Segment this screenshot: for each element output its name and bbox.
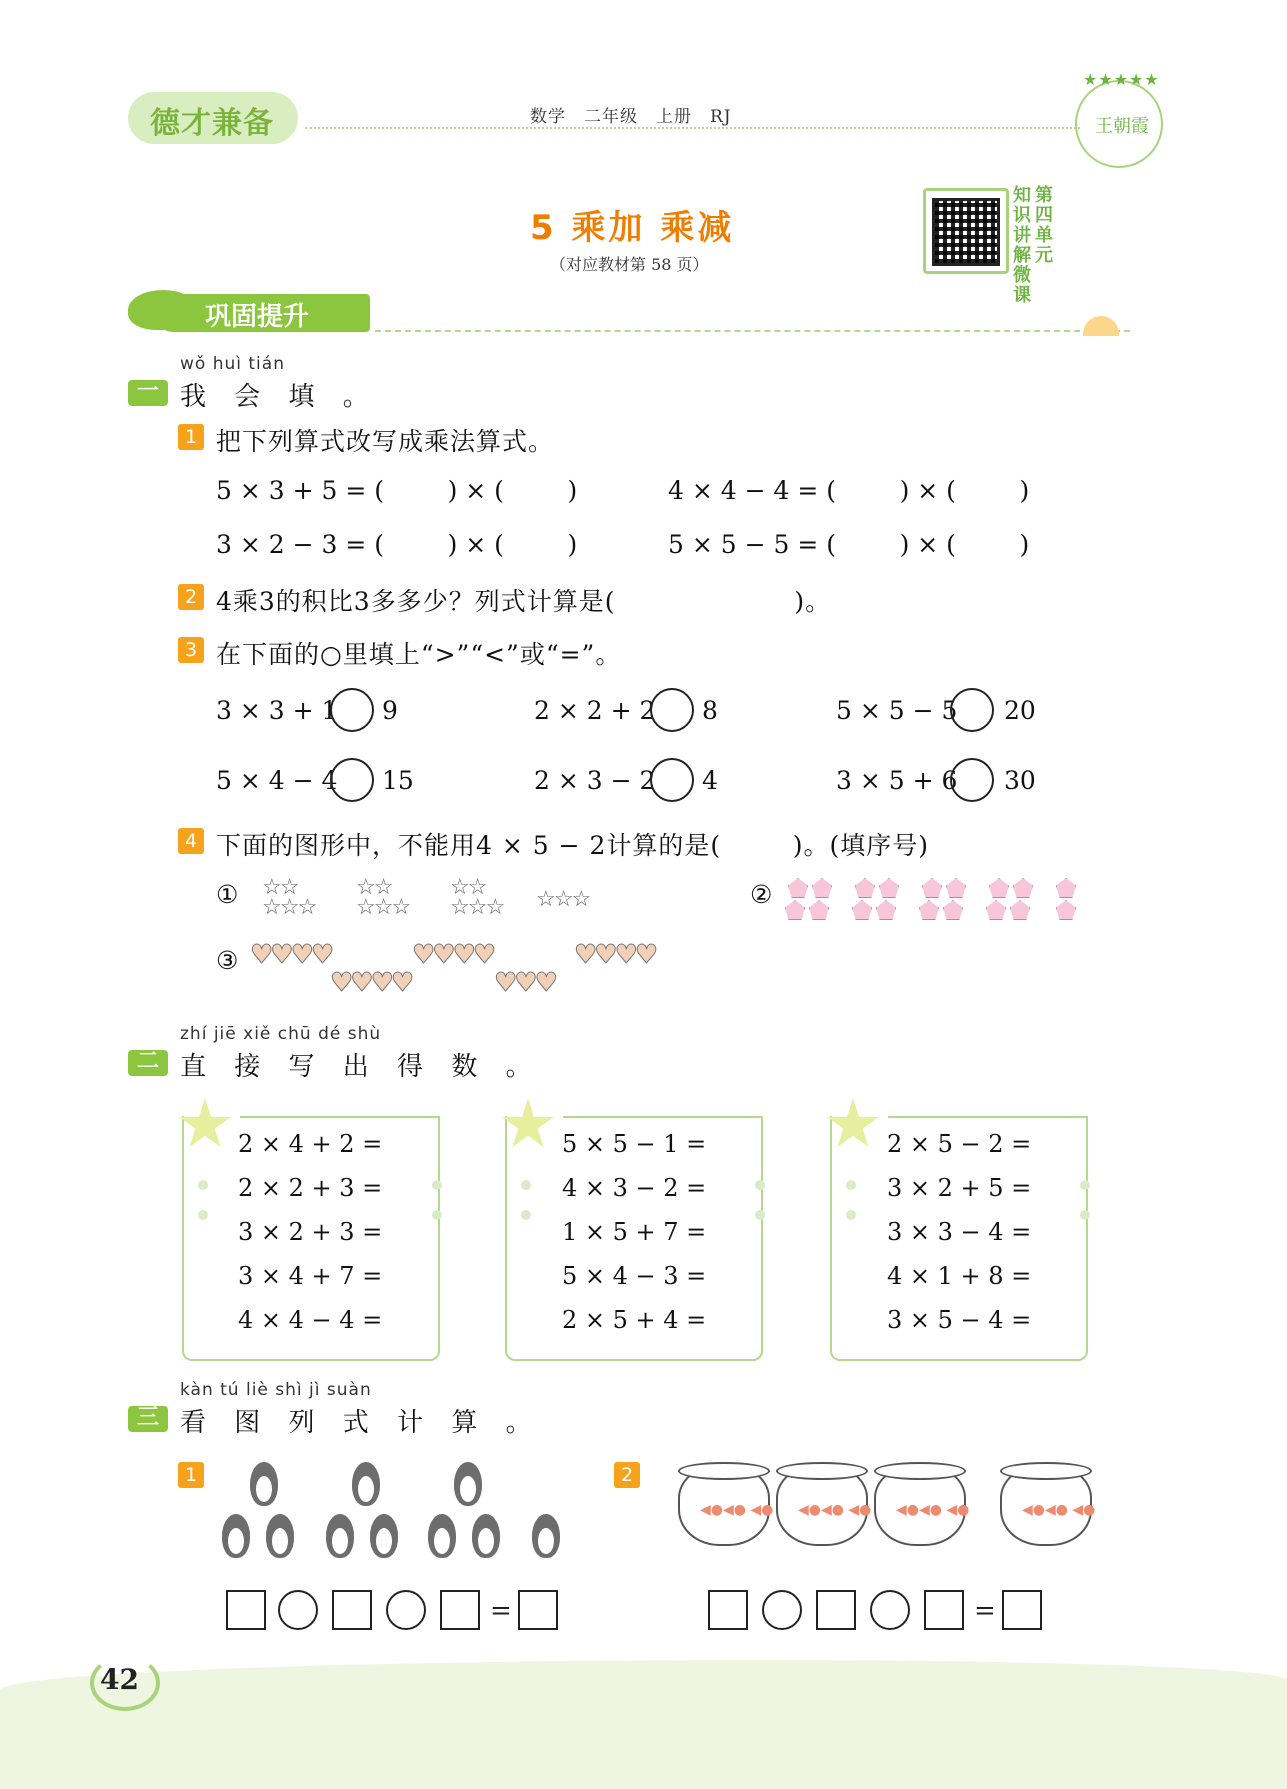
- fishbowl-rim: [1000, 1462, 1092, 1480]
- q1-item-4: 5 × 5 − 5 = ( ) × ( ): [668, 530, 1030, 559]
- calc-2-3: 1 × 5 + 7 =: [562, 1218, 707, 1246]
- section1-title: 我 会 填 。: [180, 382, 379, 412]
- penguin-icon: [222, 1514, 250, 1558]
- s3-q1-number: 1: [178, 1462, 204, 1488]
- penguin-icon: [472, 1514, 500, 1558]
- pentagon-icon: [785, 900, 805, 920]
- compare-circle[interactable]: [650, 688, 694, 732]
- calc-1-3: 3 × 2 + 3 =: [238, 1218, 383, 1246]
- bubble-icon: [521, 1210, 531, 1220]
- pentagon-icon: [922, 878, 942, 898]
- q3-left-2: 2 × 2 + 2: [534, 696, 656, 725]
- s3-q2-number: 2: [614, 1462, 640, 1488]
- pentagon-icon: [919, 900, 939, 920]
- bubble-icon: [432, 1210, 442, 1220]
- pentagon-icon: [989, 878, 1009, 898]
- star-group-icon: ☆☆ ☆☆☆: [450, 875, 504, 920]
- banner-label: 巩固提升: [205, 302, 310, 332]
- pentagon-icon: [852, 900, 872, 920]
- lesson-title: 5 乘加 乘减: [530, 208, 735, 248]
- qr-caption-2: 第四单元: [1035, 185, 1053, 266]
- fish-icon: ◀●◀● ◀●: [798, 1502, 872, 1518]
- calc-2-1: 5 × 5 − 1 =: [562, 1130, 707, 1158]
- bubble-icon: [1080, 1180, 1090, 1190]
- q2-text: 4乘3的积比3多多少？列式计算是( )。: [216, 587, 832, 616]
- equals-sign: =: [490, 1596, 512, 1626]
- compare-circle[interactable]: [330, 688, 374, 732]
- q1-item-3: 3 × 2 − 3 = ( ) × ( ): [216, 530, 578, 559]
- calc-box-topline: [240, 1116, 440, 1118]
- q4-number: 4: [178, 828, 204, 854]
- equals-sign: =: [974, 1596, 996, 1626]
- star-group-icon: ☆☆ ☆☆☆: [262, 875, 316, 920]
- fish-icon: ◀●◀● ◀●: [1022, 1502, 1096, 1518]
- q3-left-1: 3 × 3 + 1: [216, 696, 338, 725]
- calc-1-2: 2 × 2 + 3 =: [238, 1174, 383, 1202]
- qr-caption-1: 知识讲解微课: [1013, 185, 1031, 306]
- brand-text: 德才兼备: [150, 106, 274, 141]
- option-2-label: ②: [750, 880, 773, 909]
- heart-group-icon: ♥♥♥: [494, 968, 555, 998]
- q3-right-6: 30: [1004, 766, 1036, 795]
- answer-box[interactable]: [226, 1590, 266, 1630]
- fish-icon: ◀●◀● ◀●: [700, 1502, 774, 1518]
- pentagon-icon: [986, 900, 1006, 920]
- q3-left-6: 3 × 5 + 6: [836, 766, 958, 795]
- heart-group-icon: ♥♥♥♥: [250, 940, 332, 970]
- star-group-icon: ☆☆ ☆☆☆: [356, 875, 410, 920]
- compare-circle[interactable]: [650, 758, 694, 802]
- fishbowl-rim: [776, 1462, 868, 1480]
- q4-text: 下面的图形中，不能用4 × 5 − 2计算的是( )。(填序号): [216, 831, 929, 860]
- q3-right-2: 8: [702, 696, 718, 725]
- footer-wave: [0, 1660, 1287, 1789]
- section2-pinyin: zhí jiē xiě chū dé shù: [180, 1024, 382, 1044]
- answer-box[interactable]: [816, 1590, 856, 1630]
- section1-tag: 一: [128, 380, 168, 406]
- q3-right-3: 20: [1004, 696, 1036, 725]
- q1-item-2: 4 × 4 − 4 = ( ) × ( ): [668, 476, 1030, 505]
- bubble-icon: [198, 1180, 208, 1190]
- bubble-icon: [755, 1180, 765, 1190]
- option-3-label: ③: [216, 946, 239, 975]
- option-1-label: ①: [216, 880, 239, 909]
- q3-right-4: 15: [382, 766, 414, 795]
- penguin-icon: [370, 1514, 398, 1558]
- penguin-icon: [532, 1514, 560, 1558]
- penguin-icon: [250, 1462, 278, 1506]
- compare-circle[interactable]: [330, 758, 374, 802]
- q2-number: 2: [178, 584, 204, 610]
- pentagon-icon: [809, 900, 829, 920]
- header-divider: [305, 127, 1080, 129]
- calc-2-4: 5 × 4 − 3 =: [562, 1262, 707, 1290]
- calc-1-1: 2 × 4 + 2 =: [238, 1130, 383, 1158]
- q1-number: 1: [178, 424, 204, 450]
- bubble-icon: [432, 1180, 442, 1190]
- answer-box[interactable]: [924, 1590, 964, 1630]
- operator-circle[interactable]: [278, 1590, 318, 1630]
- banner-divider: [375, 330, 1130, 332]
- section2-tag: 二: [128, 1050, 168, 1076]
- calc-3-3: 3 × 3 − 4 =: [887, 1218, 1032, 1246]
- operator-circle[interactable]: [762, 1590, 802, 1630]
- star-group-icon: ☆☆☆: [536, 887, 590, 912]
- calc-2-2: 4 × 3 − 2 =: [562, 1174, 707, 1202]
- pentagon-icon: [943, 900, 963, 920]
- bubble-icon: [846, 1210, 856, 1220]
- q3-text: 在下面的○里填上“>”“<”或“=”。: [216, 640, 622, 669]
- pentagon-icon: [946, 878, 966, 898]
- penguin-icon: [428, 1514, 456, 1558]
- calc-1-4: 3 × 4 + 7 =: [238, 1262, 383, 1290]
- q3-right-5: 4: [702, 766, 718, 795]
- penguin-icon: [266, 1514, 294, 1558]
- pentagon-icon: [879, 878, 899, 898]
- pentagon-icon: [855, 878, 875, 898]
- calc-3-4: 4 × 1 + 8 =: [887, 1262, 1032, 1290]
- calc-box-topline: [563, 1116, 763, 1118]
- q1-text: 把下列算式改写成乘法算式。: [216, 427, 555, 456]
- compare-circle[interactable]: [950, 688, 994, 732]
- section3-tag: 三: [128, 1406, 168, 1432]
- header-subject: 数学 二年级 上册 RJ: [530, 107, 732, 127]
- calc-3-2: 3 × 2 + 5 =: [887, 1174, 1032, 1202]
- lesson-reference: （对应教材第 58 页）: [550, 255, 709, 274]
- penguin-icon: [454, 1462, 482, 1506]
- fish-icon: ◀●◀● ◀●: [896, 1502, 970, 1518]
- section1-pinyin: wǒ huì tián: [180, 354, 285, 374]
- answer-box[interactable]: [1002, 1590, 1042, 1630]
- bubble-icon: [755, 1210, 765, 1220]
- calc-3-1: 2 × 5 − 2 =: [887, 1130, 1032, 1158]
- whale-icon: [128, 290, 198, 330]
- penguin-icon: [326, 1514, 354, 1558]
- q3-right-1: 9: [382, 696, 398, 725]
- heart-group-icon: ♥♥♥♥: [574, 940, 656, 970]
- bubble-icon: [846, 1180, 856, 1190]
- seal-name: 王朝霞: [1095, 116, 1149, 137]
- calc-1-5: 4 × 4 − 4 =: [238, 1306, 383, 1334]
- pentagon-icon: [812, 878, 832, 898]
- seal-stars-icon: ★★★★★: [1083, 70, 1160, 89]
- bubble-icon: [521, 1180, 531, 1190]
- operator-circle[interactable]: [870, 1590, 910, 1630]
- qr-code-icon[interactable]: [932, 198, 1000, 266]
- answer-box[interactable]: [332, 1590, 372, 1630]
- fishbowl-rim: [678, 1462, 770, 1480]
- pentagon-icon: [1056, 900, 1076, 920]
- calc-2-5: 2 × 5 + 4 =: [562, 1306, 707, 1334]
- q3-left-4: 5 × 4 − 4: [216, 766, 338, 795]
- q3-left-5: 2 × 3 − 2: [534, 766, 656, 795]
- calc-box-topline: [888, 1116, 1088, 1118]
- section2-title: 直 接 写 出 得 数 。: [180, 1052, 542, 1082]
- bubble-icon: [198, 1210, 208, 1220]
- calc-3-5: 3 × 5 − 4 =: [887, 1306, 1032, 1334]
- q1-item-1: 5 × 3 + 5 = ( ) × ( ): [216, 476, 578, 505]
- compare-circle[interactable]: [950, 758, 994, 802]
- answer-box[interactable]: [518, 1590, 558, 1630]
- q3-number: 3: [178, 637, 204, 663]
- bubble-icon: [1080, 1210, 1090, 1220]
- pentagon-icon: [788, 878, 808, 898]
- section3-title: 看 图 列 式 计 算 。: [180, 1408, 542, 1438]
- heart-group-icon: ♥♥♥♥: [412, 940, 494, 970]
- q3-left-3: 5 × 5 − 5: [836, 696, 958, 725]
- fishbowl-rim: [874, 1462, 966, 1480]
- answer-box[interactable]: [708, 1590, 748, 1630]
- section3-pinyin: kàn tú liè shì jì suàn: [180, 1380, 372, 1400]
- pentagon-icon: [876, 900, 896, 920]
- answer-box[interactable]: [440, 1590, 480, 1630]
- pentagon-icon: [1010, 900, 1030, 920]
- heart-group-icon: ♥♥♥♥: [330, 968, 412, 998]
- pentagon-icon: [1013, 878, 1033, 898]
- sun-icon: [1083, 316, 1119, 336]
- pentagon-icon: [1056, 878, 1076, 898]
- penguin-icon: [352, 1462, 380, 1506]
- page-number: 42: [100, 1663, 139, 1696]
- operator-circle[interactable]: [386, 1590, 426, 1630]
